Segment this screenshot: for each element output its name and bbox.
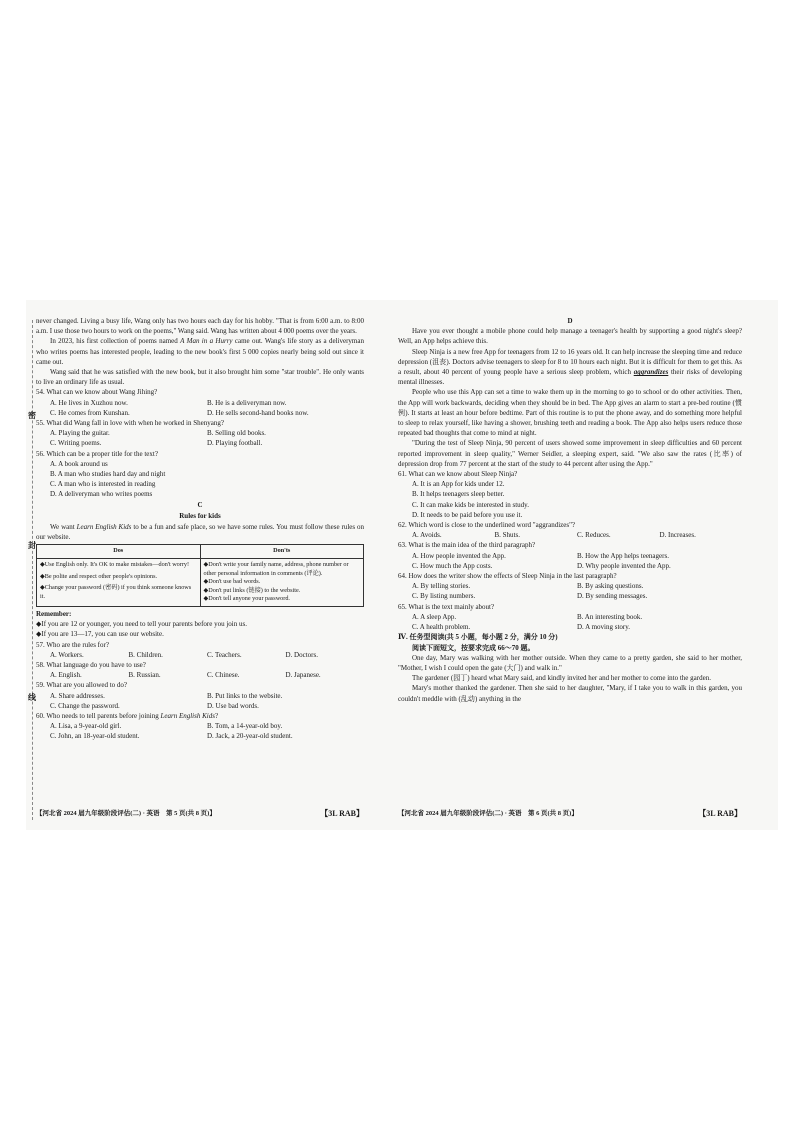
footer-code: 【3L RAB】 [698, 809, 742, 818]
binding-line [32, 320, 33, 820]
rule-item: ◆Don't use bad words. [203, 578, 261, 586]
rules-title: Rules for kids [179, 511, 221, 520]
rule-item: ◆Use English only. It's OK to make mistakes—don't worry! [40, 561, 190, 569]
option: B. Shuts. [494, 531, 520, 540]
options-58 [36, 670, 364, 680]
option: B. Children. [128, 650, 163, 659]
option: C. How much the App costs. [412, 561, 493, 570]
option: A. A book around us [50, 459, 108, 468]
options-62 [398, 530, 742, 540]
options-64 [398, 581, 742, 601]
remember-label: Remember: [36, 610, 72, 619]
underlined-word: aggrandizes [633, 368, 669, 377]
option: C. A health problem. [412, 623, 471, 632]
option: B. He is a deliveryman now. [207, 398, 287, 407]
option: D. Japanese. [285, 671, 321, 680]
remember-item: ◆If you are 13—17, you can use our website. [36, 630, 164, 639]
left-column [36, 316, 364, 742]
question-58: 58. What language do you have to use? [36, 661, 146, 670]
option: C. Writing poems. [50, 439, 102, 448]
question-61: 61. What can we know about Sleep Ninja? [398, 470, 518, 479]
option: C. Change the password. [50, 701, 120, 710]
paragraph: The gardener (园丁) heard what Mary said, and kindly invited her and her mother to come into the garden. [412, 674, 711, 683]
margin-mark-cover: 封 [28, 541, 36, 550]
rules-table [36, 544, 364, 607]
option: C. Teachers. [207, 650, 242, 659]
paragraph: Mary's mother thanked the gardener. Then she said to her daughter, "Mary, if I take you to walk in this garden, you couldn't meddle with (乱动) anything in the [398, 684, 742, 703]
options-60 [36, 721, 364, 741]
option: B. Put links to the website. [207, 691, 283, 700]
remember-item: ◆If you are 12 or younger, you need to tell your parents before you join us. [36, 620, 247, 629]
option: A. He lives in Xuzhou now. [50, 398, 128, 407]
paragraph: "During the test of Sleep Ninja, 90 percent of users showed some improvement in sleep difficulties and 60 percent reported improvement in sleep quality," Werner Seidler, a sleeping expert, said. "We also saw the rates (比率) of depression drop from 77 percent at the start of the study to 44 percent after using the App." [398, 439, 742, 468]
option: B. An interesting book. [577, 612, 643, 621]
question-57: 57. Who are the rules for? [36, 640, 109, 649]
section-letter-c: C [197, 500, 203, 509]
option: A. Workers. [50, 650, 84, 659]
rule-item: ◆Change your password (密码) if you think someone knows it. [40, 584, 192, 600]
option: D. Use bad words. [207, 701, 259, 710]
paragraph: Have you ever thought a mobile phone could help manage a teenager's health by supporting a good night's sleep? Well, an App helps achieve this. [398, 327, 742, 346]
margin-mark-line: 线 [28, 693, 36, 702]
option: A. Playing the guitar. [50, 429, 110, 438]
option: C. He comes from Kunshan. [50, 408, 130, 417]
footer-page-info: 【河北省 2024 届九年级阶段评估(二) · 英语 第 5 页(共 8 页)】 [36, 810, 216, 817]
question-54: 54. What can we know about Wang Jihing? [36, 388, 158, 397]
question-62: 62. Which word is close to the underlined word "aggrandizes"? [398, 521, 576, 530]
page-footer-right [398, 808, 742, 819]
options-56 [36, 459, 364, 500]
options-59 [36, 691, 364, 711]
option: A. How people invented the App. [412, 551, 506, 560]
option: D. Jack, a 20-year-old student. [207, 732, 293, 741]
dos-cell [37, 559, 201, 607]
rules-intro: We want Learn English Kids to be a fun and safe place, so we have some rules. You must follow these rules on our website. [36, 523, 365, 542]
margin-mark-seal: 密 [28, 411, 36, 420]
donts-header: Don'ts [200, 545, 364, 559]
dos-header: Dos [37, 545, 201, 559]
option: D. A moving story. [577, 623, 631, 632]
option: D. Increases. [659, 531, 696, 540]
donts-cell [200, 559, 364, 607]
option: B. By asking questions. [577, 582, 644, 591]
option: C. A man who is interested in reading [50, 480, 156, 489]
option: B. Russian. [128, 671, 161, 680]
option: C. John, an 18-year-old student. [50, 732, 140, 741]
footer-code: 【3L RAB】 [320, 809, 364, 818]
question-63: 63. What is the main idea of the third paragraph? [398, 541, 536, 550]
option: A. A sleep App. [412, 612, 457, 621]
options-54 [36, 398, 364, 418]
question-65: 65. What is the text mainly about? [398, 602, 495, 611]
option: B. It helps teenagers sleep better. [412, 490, 505, 499]
option: A. Avoids. [412, 531, 442, 540]
option: A. English. [50, 671, 82, 680]
options-65 [398, 612, 742, 632]
section-letter-d: D [567, 317, 573, 325]
option: D. It needs to be paid before you use it. [412, 510, 523, 519]
section-instruction: 阅读下面短文，按要求完成 66～70 题。 [412, 643, 535, 652]
option: C. By listing numbers. [412, 592, 476, 601]
right-column [398, 316, 742, 704]
option: B. Selling old books. [207, 429, 266, 438]
paragraph: never changed. Living a busy life, Wang only has two hours each day for his hobby. "That is from 6:00 a.m. to 8:00 a.m. I use those two hours to work on the poems," Wang said. Wang has written about 4 000 poems over the years. [36, 317, 364, 336]
question-59: 59. What are you allowed to do? [36, 681, 128, 690]
page-footer-left [36, 808, 364, 819]
question-56: 56. Which can be a proper title for the text? [36, 449, 158, 458]
footer-page-info: 【河北省 2024 届九年级阶段评估(二) · 英语 第 6 页(共 8 页)】 [398, 810, 578, 817]
section-heading: Ⅳ. 任务型阅读(共 5 小题，每小题 2 分，满分 10 分) [398, 633, 558, 642]
options-63 [398, 551, 742, 571]
option: C. Reduces. [577, 531, 611, 540]
paragraph: Wang said that he was satisfied with the new book, but it also brought him some "star trouble". He only wants to live an ordinary life as usual. [36, 368, 364, 387]
options-55 [36, 428, 364, 448]
option: D. By sending messages. [577, 592, 648, 601]
option: B. Tom, a 14-year-old boy. [207, 722, 283, 731]
question-64: 64. How does the writer show the effects of Sleep Ninja in the last paragraph? [398, 572, 617, 581]
paragraph: In 2023, his first collection of poems named A Man in a Hurry came out. Wang's life story as a deliveryman who writes poems has interested people, leading to the new book's first 5 000 copies nearly being sold out since it came out. [36, 337, 364, 366]
options-61 [398, 479, 742, 520]
option: A. By telling stories. [412, 582, 471, 591]
rule-item: ◆Don't write your family name, address, phone number or other personal information in comments (评论). [203, 561, 349, 577]
option: D. Doctors. [285, 650, 318, 659]
paragraph: People who use this App can set a time to wake them up in the morning to go to school or do other activities. Then, the App will work backwards, deciding when they should be in bed. The App gives an alarm to start a pre-bed routine (惯例). It starts at least an hour before bedtime. Part of this routine is to put the phone away, and do something more helpful to sleep to relax yourself, like having a shower, brushing teeth and reading a book. The App also helps users reduce those repeated bad thoughts that come to mind at night. [398, 388, 742, 438]
option: C. It can make kids be interested in study. [412, 500, 529, 509]
option: B. A man who studies hard day and night [50, 470, 166, 479]
options-57 [36, 650, 364, 660]
option: B. How the App helps teenagers. [577, 551, 669, 560]
option: A. It is an App for kids under 12. [412, 480, 505, 489]
rule-item: ◆Don't put links (链接) to the website. [203, 586, 301, 594]
option: A. Lisa, a 9-year-old girl. [50, 722, 122, 731]
paragraph: One day, Mary was walking with her mother outside. When they came to a pretty garden, she said to her mother, "Mother, I wish I could open the gate (大门) and walk in." [398, 653, 742, 672]
exam-sheet [26, 300, 778, 830]
option: D. He sells second-hand books now. [207, 408, 309, 417]
option: C. Chinese. [207, 671, 240, 680]
option: D. A deliveryman who writes poems [50, 490, 153, 499]
rule-item: ◆Don't tell anyone your password. [203, 595, 290, 603]
option: D. Playing football. [207, 439, 263, 448]
option: A. Share addresses. [50, 691, 105, 700]
question-55: 55. What did Wang fall in love with when he worked in Shenyang? [36, 419, 224, 428]
rule-item: ◆Be polite and respect other people's opinions. [40, 572, 158, 580]
paragraph: Sleep Ninja is a new free App for teenagers from 12 to 16 years old. It can help increase the sleeping time and reduce depression (沮丧). Doctors advise teenagers to sleep for 8 to 10 hours each night. But it is difficult for them to get this. As a result, about 40 percent of young people have a serious sleep problem, which aggrandizes their risks of developing mental illnesses. [398, 347, 742, 387]
option: D. Why people invented the App. [577, 561, 671, 570]
question-60: 60. Who needs to tell parents before joining Learn English Kids? [36, 712, 219, 721]
